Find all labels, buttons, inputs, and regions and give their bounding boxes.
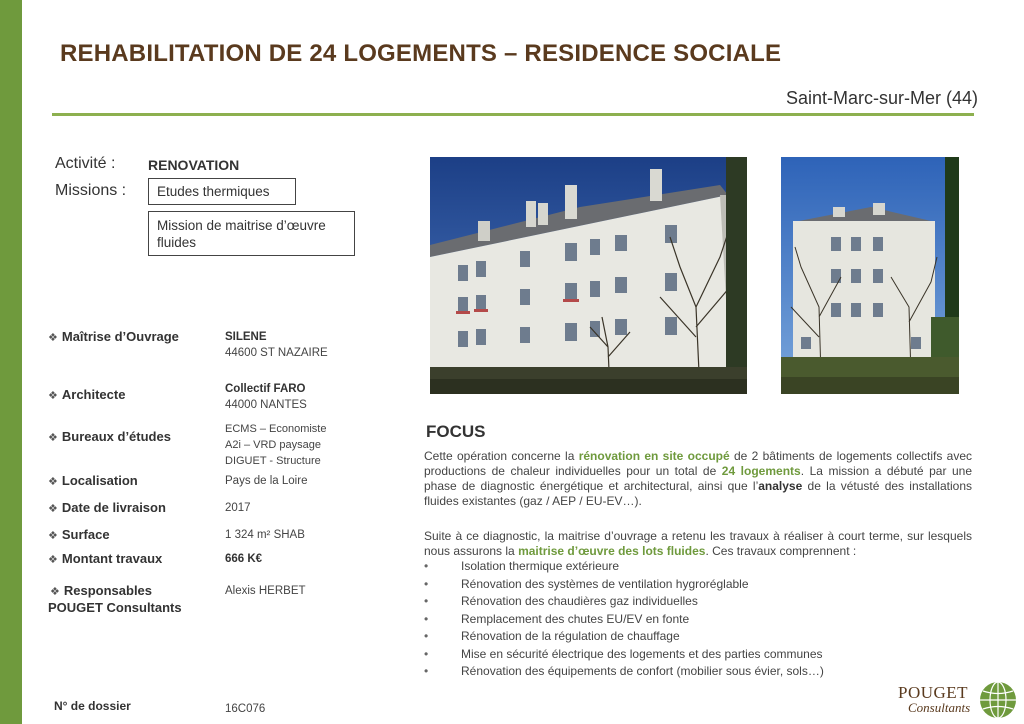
diamond-bullet-icon: ❖ — [48, 332, 58, 344]
paragraph-text: de la vétusté des installations fluides existantes (gaz / AEP / EU-EV…). — [424, 479, 972, 508]
diamond-bullet-icon: ❖ — [48, 432, 58, 444]
activity-value: RENOVATION — [148, 157, 240, 173]
paragraph-text: Suite à ce diagnostic, la maitrise d’ouvrage a retenu les travaux à réaliser à court terme, sur lesquels nous assurons la — [424, 529, 972, 558]
info-label: Maîtrise d’Ouvrage — [61, 329, 179, 344]
bullet-dot-icon: • — [424, 664, 429, 678]
info-label: Architecte — [61, 387, 126, 402]
info-label: Surface — [61, 527, 110, 542]
list-item: • Rénovation des systèmes de ventilation hygroréglable — [424, 576, 749, 591]
logo-name: POUGET — [898, 683, 969, 702]
info-label: Localisation — [61, 473, 138, 488]
info-label: Date de livraison — [61, 500, 166, 515]
highlight-text: rénovation en site occupé — [578, 449, 730, 463]
diamond-bullet-icon: ❖ — [48, 503, 58, 515]
diamond-bullet-icon: ❖ — [50, 586, 60, 598]
emphasis-text: analyse — [758, 479, 803, 493]
diamond-bullet-icon: ❖ — [48, 476, 58, 488]
works-list — [424, 559, 972, 682]
paragraph-text: Cette opération concerne la — [424, 449, 579, 463]
dossier-number: 16C076 — [225, 703, 266, 715]
info-value-line: ECMS – Economiste — [225, 423, 327, 435]
focus-paragraph-2 — [424, 529, 972, 559]
paragraph-text: de 2 bâtiments de logements collectifs avec productions de chaleur individuelles pour un total de — [424, 449, 972, 478]
building-photo-side — [781, 157, 959, 394]
project-location: Saint-Marc-sur-Mer (44) — [785, 88, 978, 108]
focus-paragraph-1 — [424, 449, 972, 509]
list-item: • Rénovation des équipements de confort (mobilier sous évier, sols…) — [424, 664, 824, 678]
title-divider — [52, 113, 974, 116]
info-value-line: Pays de la Loire — [225, 475, 308, 487]
list-item: • Rénovation de la régulation de chauffage — [424, 629, 680, 643]
mission-box-fluids: Mission de maitrise d’œuvre fluides — [148, 211, 355, 256]
logo-subtitle: Consultants — [908, 700, 971, 715]
info-value-line: 1 324 m² SHAB — [225, 529, 305, 541]
missions-label: Missions : — [55, 182, 127, 199]
focus-title: FOCUS — [426, 422, 486, 441]
diamond-bullet-icon: ❖ — [48, 390, 58, 402]
highlight-text: 24 logements — [721, 464, 801, 478]
info-label: Responsables — [63, 583, 153, 598]
dossier-label: N° de dossier — [54, 699, 131, 713]
pouget-logo — [896, 678, 1020, 722]
info-value-line: DIGUET - Structure — [225, 455, 321, 467]
highlight-text: maitrise d’œuvre des lots fluides — [518, 544, 706, 558]
info-label: Montant travaux — [61, 551, 163, 566]
building-photo-main — [430, 157, 747, 394]
page-title: REHABILITATION DE 24 LOGEMENTS – RESIDENCE SOCIALE — [60, 40, 782, 67]
diamond-bullet-icon: ❖ — [48, 554, 58, 566]
info-value-line: 44600 ST NAZAIRE — [225, 347, 328, 359]
list-item: • Isolation thermique extérieure — [424, 559, 620, 573]
info-value-line: SILENE — [225, 331, 267, 343]
info-value-line: A2i – VRD paysage — [225, 439, 321, 451]
left-accent-bar — [0, 0, 22, 724]
activity-label: Activité : — [55, 155, 116, 172]
info-value-line: Collectif FARO — [225, 383, 306, 395]
info-label-company: POUGET Consultants — [48, 600, 182, 615]
info-label: Bureaux d’études — [61, 429, 171, 444]
list-item: • Remplacement des chutes EU/EV en fonte — [424, 611, 690, 626]
info-value-line: 44000 NANTES — [225, 399, 307, 411]
mission-box-thermal: Etudes thermiques — [148, 178, 296, 205]
info-value-line: 666 K€ — [225, 553, 263, 565]
bullet-dot-icon: • — [424, 629, 429, 643]
bullet-dot-icon: • — [424, 576, 429, 591]
bullet-dot-icon: • — [424, 646, 429, 661]
info-value-line: Alexis HERBET — [225, 585, 306, 597]
paragraph-text: . Ces travaux comprennent : — [705, 544, 857, 558]
bullet-dot-icon: • — [424, 559, 429, 573]
list-item: • Mise en sécurité électrique des logements et des parties communes — [424, 646, 823, 661]
list-item: • Rénovation des chaudières gaz individuelles — [424, 594, 698, 608]
bullet-dot-icon: • — [424, 594, 429, 608]
info-value-line: 2017 — [225, 502, 251, 514]
bullet-dot-icon: • — [424, 611, 429, 626]
diamond-bullet-icon: ❖ — [48, 530, 58, 542]
globe-icon — [978, 680, 1018, 720]
paragraph-text: . La mission a débuté par une phase de diagnostic énergétique et architectural, ainsi que l’ — [424, 464, 973, 493]
